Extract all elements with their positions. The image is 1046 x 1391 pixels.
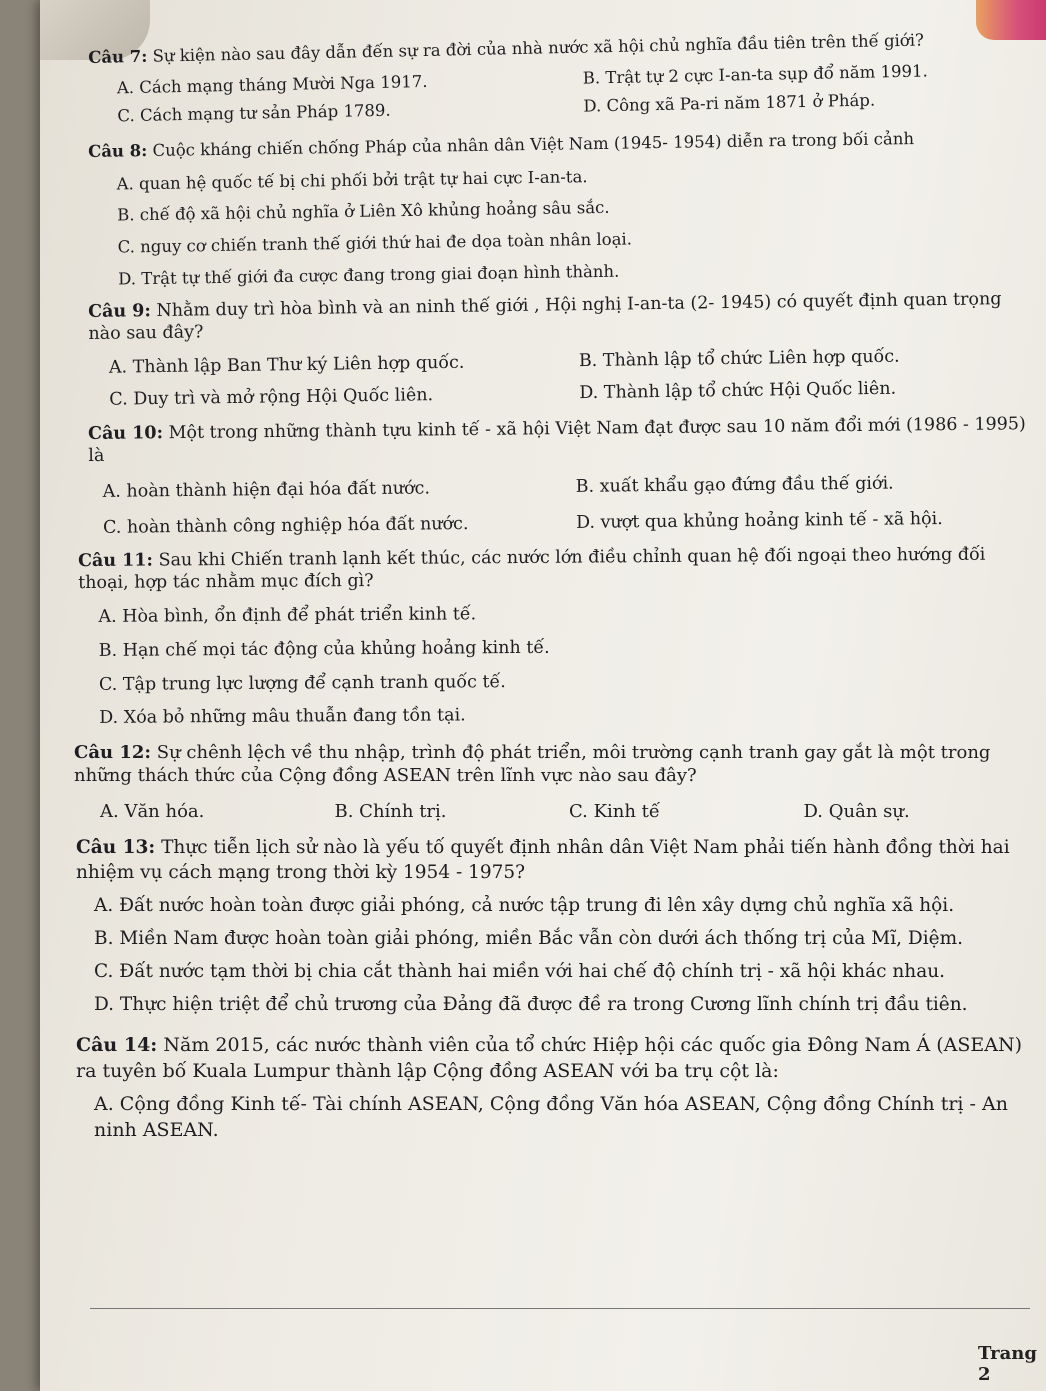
option-c: C. Cách mạng tư sản Pháp 1789. [117, 100, 391, 126]
question-title: Câu 9: [88, 301, 152, 322]
option-b: B. chế độ xã hội chủ nghĩa ở Liên Xô khủng hoảng sâu sắc. [117, 197, 610, 225]
question-10 [88, 414, 1039, 539]
option-c: C. Duy trì và mở rộng Hội Quốc liên. [109, 384, 434, 410]
option-d: D. Thực hiện triệt để chủ trương của Đảng đã được đề ra trong Cương lĩnh chính trị đầu tiên. [94, 993, 968, 1015]
question-14 [76, 1032, 1038, 1144]
question-title: Câu 12: [74, 742, 152, 764]
question-11 [78, 544, 1039, 730]
option-d: D. Xóa bỏ những mâu thuẫn đang tồn tại. [99, 705, 466, 729]
option-d: D. Công xã Pa-ri năm 1871 ở Pháp. [583, 90, 876, 116]
question-8 [88, 127, 1040, 290]
question-text: Năm 2015, các nước thành viên của tổ chức Hiệp hội các quốc gia Đông Nam Á (ASEAN) ra tuyên bố Kuala Lumpur thành lập Cộng đồng ASEAN với ba trụ cột là: [76, 1033, 1023, 1083]
option-a: A. Đất nước hoàn toàn được giải phóng, cả nước tập trung đi lên xây dựng chủ nghĩa xã hội. [94, 894, 955, 916]
question-title: Câu 14: [76, 1033, 158, 1056]
question-title: Câu 10: [88, 422, 164, 444]
option-a: A. hoàn thành hiện đại hóa đất nước. [102, 477, 431, 502]
option-c: C. Kinh tế [569, 801, 660, 823]
question-text: Sự kiện nào sau đây dẫn đến sự ra đời của nhà nước xã hội chủ nghĩa đầu tiên trên thế giới? [152, 30, 925, 66]
question-text: Thực tiễn lịch sử nào là yếu tố quyết định nhân dân Việt Nam phải tiến hành đồng thời hai nhiệm vụ cách mạng trong thời kỳ 1954 - 1975? [76, 836, 1010, 883]
question-title: Câu 8: [88, 140, 148, 161]
option-a: A. Hòa bình, ổn định để phát triển kinh tế. [98, 604, 477, 627]
question-text: Một trong những thành tựu kinh tế - xã hội Việt Nam đạt được sau 10 năm đổi mới (1986 - 1995) là [88, 413, 1026, 466]
option-b: B. Miền Nam được hoàn toàn giải phóng, miền Bắc vẫn còn dưới ách thống trị của Mĩ, Diệm. [94, 927, 964, 949]
option-b: B. Chính trị. [334, 801, 447, 823]
question-9 [88, 289, 1039, 412]
option-c: C. Đất nước tạm thời bị chia cắt thành hai miền với hai chế độ chính trị - xã hội khác nhau. [94, 960, 946, 982]
option-b: B. Thành lập tổ chức Liên hợp quốc. [578, 346, 900, 371]
question-title: Câu 7: [88, 46, 148, 67]
option-c: C. Tập trung lực lượng để cạnh tranh quốc tế. [98, 671, 506, 695]
option-b: B. xuất khẩu gạo đứng đầu thế giới. [575, 472, 894, 497]
option-a: A. Văn hóa. [100, 801, 205, 823]
option-a: A. Cách mạng tháng Mười Nga 1917. [116, 71, 428, 98]
question-text: Cuộc kháng chiến chống Pháp của nhân dân Việt Nam (1945- 1954) diễn ra trong bối cảnh [152, 128, 915, 160]
option-d: D. vượt qua khủng hoảng kinh tế - xã hội. [575, 508, 943, 533]
question-text: Sự chênh lệch về thu nhập, trình độ phát triển, môi trường cạnh tranh gay gắt là một trong những thách thức của Cộng đồng ASEAN trên lĩnh vực nào sau đây? [74, 742, 991, 786]
option-d: D. Thành lập tổ chức Hội Quốc liên. [579, 378, 897, 403]
page-number: Trang 2 [978, 1343, 1037, 1385]
footer-divider [90, 1308, 1030, 1309]
option-d: D. Quân sự. [803, 801, 910, 823]
option-d: D. Trật tự thế giới đa cược đang trong giai đoạn hình thành. [117, 261, 620, 288]
exam-content [74, 30, 1038, 1144]
question-text: Sau khi Chiến tranh lạnh kết thúc, các nước lớn điều chỉnh quan hệ đối ngoại theo hướng đối thoại, hợp tác nhằm mục đích gì? [78, 544, 986, 593]
question-13 [76, 836, 1038, 1018]
option-b: B. Hạn chế mọi tác động của khủng hoảng kinh tế. [98, 637, 550, 661]
question-text: Nhằm duy trì hòa bình và an ninh thế giới , Hội nghị I-an-ta (2- 1945) có quyết định quan trọng nào sau đây? [88, 289, 1002, 344]
question-title: Câu 13: [76, 836, 156, 858]
option-c: C. hoàn thành công nghiệp hóa đất nước. [102, 513, 469, 537]
option-a: A. quan hệ quốc tế bị chi phối bởi trật tự hai cực I-an-ta. [116, 166, 588, 194]
option-b: B. Trật tự 2 cực I-an-ta sụp đổ năm 1991. [582, 61, 928, 88]
option-c: C. nguy cơ chiến tranh thế giới thứ hai đe dọa toàn nhân loại. [117, 229, 633, 257]
question-12 [74, 742, 1038, 824]
option-a: A. Thành lập Ban Thư ký Liên hợp quốc. [108, 352, 465, 378]
option-a: A. Cộng đồng Kinh tế- Tài chính ASEAN, Cộng đồng Văn hóa ASEAN, Cộng đồng Chính trị - An ninh ASEAN. [94, 1092, 1008, 1142]
question-title: Câu 11: [78, 550, 154, 572]
